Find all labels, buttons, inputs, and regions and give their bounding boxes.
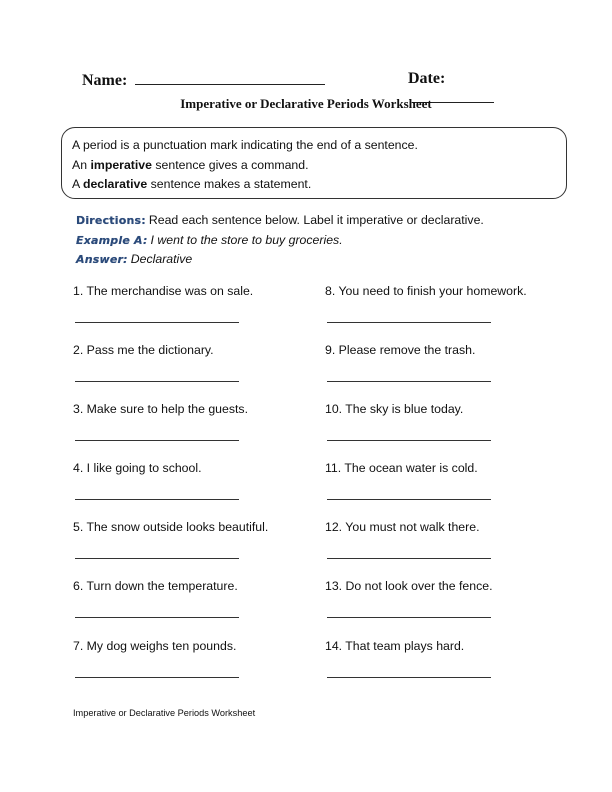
answer-line-12[interactable] — [327, 558, 491, 559]
answer-text: Declarative — [130, 252, 193, 266]
name-field — [82, 70, 325, 90]
question-4: 4. I like going to school. — [73, 461, 202, 475]
question-7: 7. My dog weighs ten pounds. — [73, 639, 237, 653]
question-6: 6. Turn down the temperature. — [73, 579, 238, 593]
example-text: I went to the store to buy groceries. — [150, 233, 343, 247]
answer-row — [76, 252, 192, 266]
question-5: 5. The snow outside looks beautiful. — [73, 520, 269, 534]
directions-text: Read each sentence below. Label it imperative or declarative. — [148, 213, 484, 227]
worksheet-title: Imperative or Declarative Periods Worksheet — [180, 96, 432, 111]
definition-box — [61, 127, 567, 199]
answer-line-8[interactable] — [327, 322, 491, 323]
answer-line-9[interactable] — [327, 381, 491, 382]
name-blank-line[interactable] — [135, 70, 325, 85]
question-3: 3. Make sure to help the guests. — [73, 402, 248, 416]
question-2: 2. Pass me the dictionary. — [73, 343, 214, 357]
question-10: 10. The sky is blue today. — [325, 402, 464, 416]
directions-label: Directions: — [76, 214, 146, 227]
question-1: 1. The merchandise was on sale. — [73, 284, 254, 298]
example-label: Example A: — [76, 234, 148, 247]
answer-line-1[interactable] — [75, 322, 239, 323]
answer-label: Answer: — [76, 253, 128, 266]
definition-imperative: An imperative sentence gives a command. — [72, 157, 309, 172]
definition-declarative: A declarative sentence makes a statement. — [72, 177, 312, 191]
page-footer: Imperative or Declarative Periods Worksheet — [73, 708, 256, 718]
answer-line-11[interactable] — [327, 499, 491, 500]
answer-line-14[interactable] — [327, 677, 491, 678]
question-12: 12. You must not walk there. — [325, 520, 480, 534]
question-8: 8. You need to finish your homework. — [325, 284, 527, 298]
question-11: 11. The ocean water is cold. — [325, 461, 478, 475]
answer-line-7[interactable] — [75, 677, 239, 678]
question-13: 13. Do not look over the fence. — [325, 579, 493, 593]
date-label: Date: — [408, 70, 446, 87]
answer-line-6[interactable] — [75, 617, 239, 618]
question-14: 14. That team plays hard. — [325, 639, 465, 653]
answer-line-3[interactable] — [75, 440, 239, 441]
answer-line-5[interactable] — [75, 558, 239, 559]
example-row — [76, 233, 343, 247]
answer-line-4[interactable] — [75, 499, 239, 500]
name-label: Name: — [82, 72, 128, 89]
answer-line-10[interactable] — [327, 440, 491, 441]
answer-line-2[interactable] — [75, 381, 239, 382]
question-9: 9. Please remove the trash. — [325, 343, 476, 357]
answer-line-13[interactable] — [327, 617, 491, 618]
directions-row — [76, 213, 484, 227]
definition-period: A period is a punctuation mark indicating the end of a sentence. — [72, 138, 418, 152]
header — [82, 70, 532, 92]
